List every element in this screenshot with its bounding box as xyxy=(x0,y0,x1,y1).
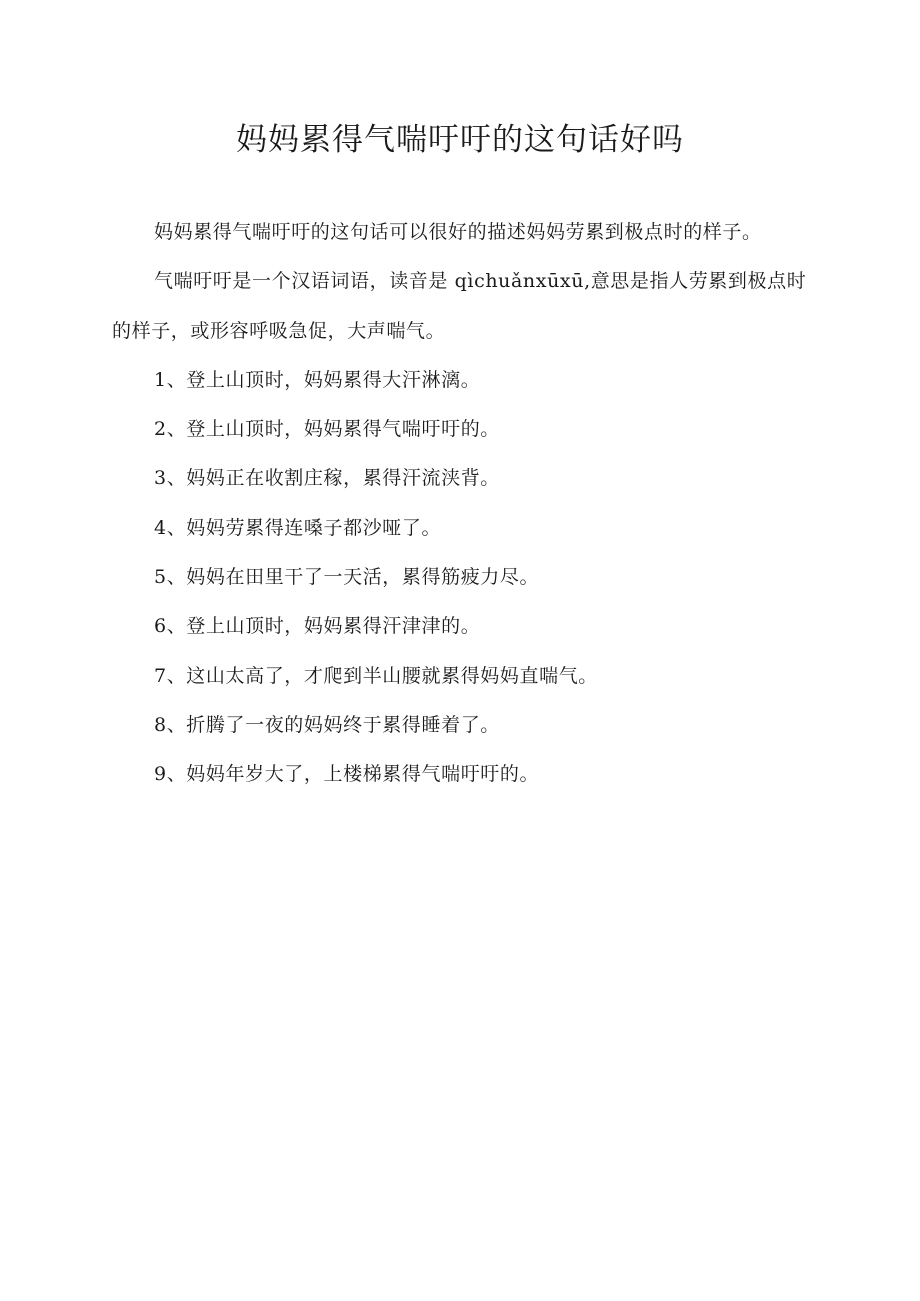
intro-paragraph: 妈妈累得气喘吁吁的这句话可以很好的描述妈妈劳累到极点时的样子。 xyxy=(154,221,762,243)
example-sentence: 6、登上山顶时，妈妈累得汗津津的。 xyxy=(154,615,481,638)
definition-paragraph: 气喘吁吁是一个汉语词语，读音是 qìchuǎnxūxū,意思是指人劳累到极点时的样子，或形容呼吸急促，大声喘气。 xyxy=(112,270,807,342)
example-sentence: 5、妈妈在田里干了一天活，累得筋疲力尽。 xyxy=(154,566,540,589)
example-sentence: 7、这山太高了，才爬到半山腰就累得妈妈直喘气。 xyxy=(154,664,598,687)
example-sentence: 4、妈妈劳累得连嗓子都沙哑了。 xyxy=(154,516,442,539)
example-sentence: 8、折腾了一夜的妈妈终于累得睡着了。 xyxy=(154,713,500,736)
example-sentence: 3、妈妈正在收割庄稼，累得汗流浃背。 xyxy=(154,467,500,490)
example-sentence-list xyxy=(112,356,824,800)
document-title: 妈妈累得气喘吁吁的这句话好吗 xyxy=(236,122,684,158)
example-sentence: 1、登上山顶时，妈妈累得大汗淋漓。 xyxy=(154,368,481,391)
example-sentence: 2、登上山顶时，妈妈累得气喘吁吁的。 xyxy=(154,418,500,441)
document-body xyxy=(112,208,824,800)
example-sentence: 9、妈妈年岁大了，上楼梯累得气喘吁吁的。 xyxy=(154,763,540,786)
